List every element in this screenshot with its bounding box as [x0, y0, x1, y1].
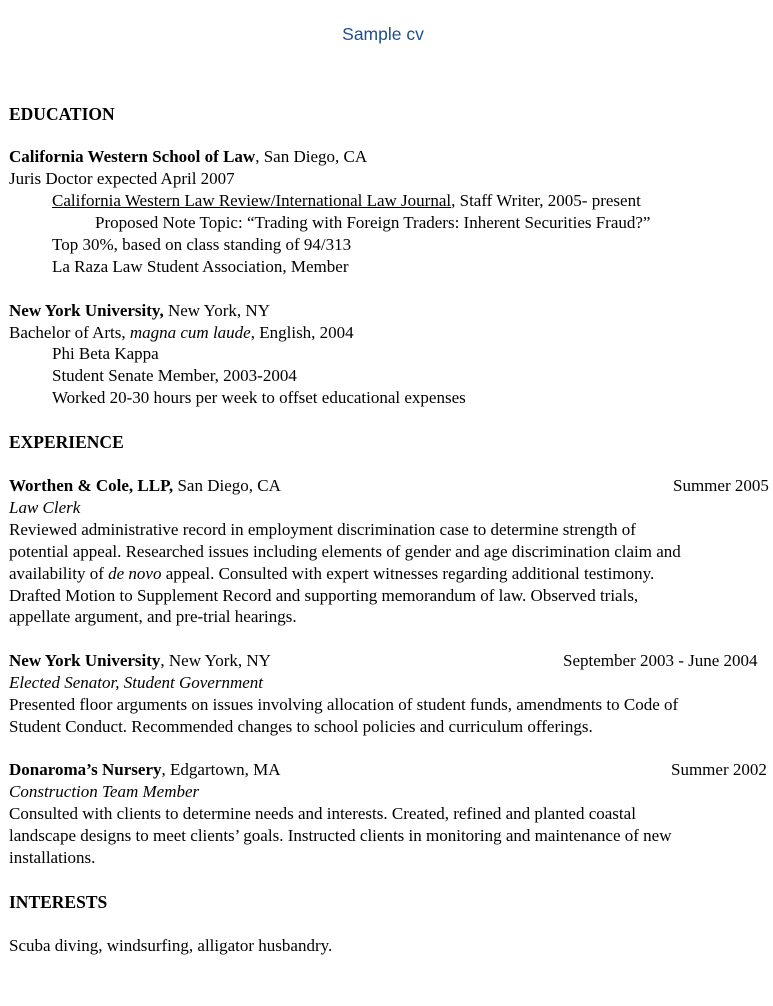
interests-text: Scuba diving, windsurfing, alligator husbandry. [9, 936, 333, 955]
job2-desc: Student Conduct. Recommended changes to school policies and curriculum offerings. [9, 717, 593, 736]
school1-name: California Western School of Law [9, 147, 256, 166]
job1-desc-italic: de novo [108, 564, 162, 583]
job2-line [9, 650, 271, 672]
interests-heading: INTERESTS [9, 892, 108, 912]
job1-line [9, 475, 281, 497]
school1-location: , San Diego, CA [255, 147, 368, 166]
job1-desc: potential appeal. Researched issues including elements of gender and age discrimination claim and [9, 542, 681, 561]
job1-employer: Worthen & Cole, LLP, [9, 476, 174, 495]
job3-desc: landscape designs to meet clients’ goals. Instructed clients in monitoring and maintenance of new [9, 826, 672, 845]
note-topic: Proposed Note Topic: “Trading with Foreign Traders: Inherent Securities Fraud?” [95, 213, 651, 232]
job1-desc: appellate argument, and pre-trial hearings. [9, 607, 297, 626]
job2-employer: New York University [9, 651, 161, 670]
degree-honor: magna cum laude [129, 323, 251, 342]
law-review-role: , Staff Writer, 2005- present [451, 191, 641, 210]
job2-date: September 2003 - June 2004 [563, 651, 758, 670]
job2-location: , New York, NY [160, 651, 271, 670]
job3-location: , Edgartown, MA [161, 760, 281, 779]
school2-item: Worked 20-30 hours per week to offset educational expenses [52, 388, 466, 407]
school2-location: New York, NY [163, 301, 270, 320]
job1-desc-part: availability of [9, 564, 109, 583]
education-heading: EDUCATION [9, 104, 115, 124]
school1-line [9, 146, 367, 168]
school2-degree [9, 322, 354, 344]
school2-item: Phi Beta Kappa [52, 344, 159, 363]
job3-desc: Consulted with clients to determine needs and interests. Created, refined and planted coastal [9, 804, 636, 823]
job1-desc: Reviewed administrative record in employment discrimination case to determine strength of [9, 520, 636, 539]
job2-title: Elected Senator, Student Government [9, 673, 263, 692]
job1-title: Law Clerk [9, 498, 81, 517]
school2-item: Student Senate Member, 2003-2004 [52, 366, 297, 385]
association: La Raza Law Student Association, Member [52, 257, 349, 276]
school1-review-line [52, 190, 641, 212]
degree-text: Bachelor of Arts, [9, 323, 130, 342]
job2-desc: Presented floor arguments on issues involving allocation of student funds, amendments to Code of [9, 695, 679, 714]
job3-desc: installations. [9, 848, 96, 867]
law-review-link: California Western Law Review/International Law Journal [52, 191, 452, 210]
class-rank: Top 30%, based on class standing of 94/313 [52, 235, 352, 254]
job3-employer: Donaroma’s Nursery [9, 760, 162, 779]
school2-line [9, 300, 270, 322]
job3-line [9, 759, 281, 781]
degree-field: , English, 2004 [250, 323, 354, 342]
job1-desc-part: appeal. Consulted with expert witnesses regarding additional testimony. [161, 564, 655, 583]
job3-title: Construction Team Member [9, 782, 200, 801]
job1-location: San Diego, CA [173, 476, 281, 495]
school2-name: New York University, [9, 301, 164, 320]
job1-desc [9, 563, 654, 585]
page-title: Sample cv [342, 24, 424, 44]
job1-date: Summer 2005 [673, 476, 769, 495]
job1-desc: Drafted Motion to Supplement Record and supporting memorandum of law. Observed trials, [9, 586, 639, 605]
experience-heading: EXPERIENCE [9, 432, 124, 452]
job3-date: Summer 2002 [671, 760, 767, 779]
school1-degree: Juris Doctor expected April 2007 [9, 169, 235, 188]
